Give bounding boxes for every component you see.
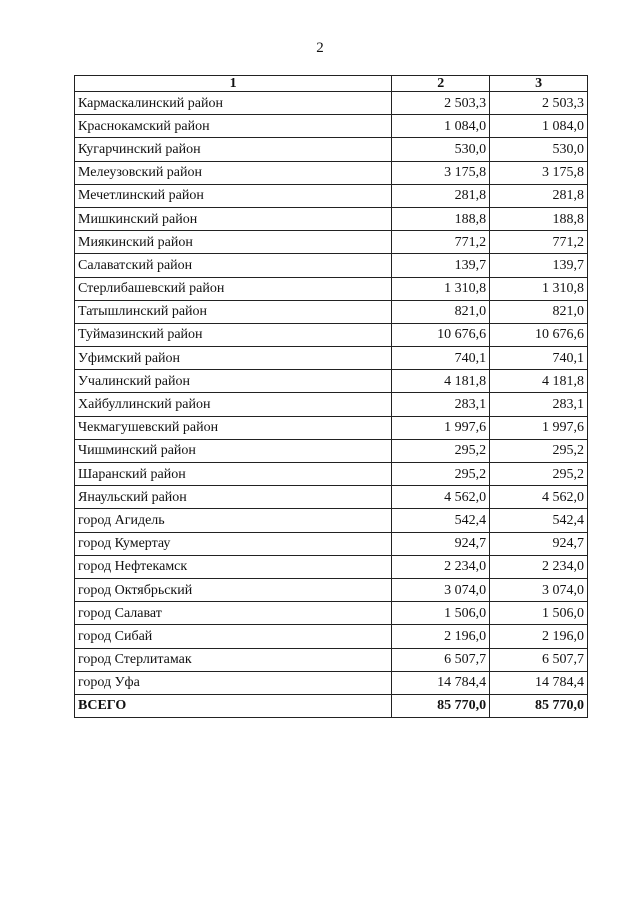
table-row bbox=[75, 300, 588, 323]
municipality-name: город Салават bbox=[75, 602, 392, 625]
table-row bbox=[75, 486, 588, 509]
amount-column-3: 1 997,6 bbox=[490, 416, 588, 439]
table-row bbox=[75, 161, 588, 184]
table-row bbox=[75, 578, 588, 601]
amount-column-2: 2 196,0 bbox=[392, 625, 490, 648]
municipality-name: Уфимский район bbox=[75, 347, 392, 370]
amount-column-2: 1 084,0 bbox=[392, 115, 490, 138]
amount-column-3: 281,8 bbox=[490, 184, 588, 207]
amount-column-3: 295,2 bbox=[490, 439, 588, 462]
municipality-name: город Агидель bbox=[75, 509, 392, 532]
municipality-name: город Уфа bbox=[75, 671, 392, 694]
amount-column-2: 1 506,0 bbox=[392, 602, 490, 625]
amount-column-2: 530,0 bbox=[392, 138, 490, 161]
amount-column-3: 2 234,0 bbox=[490, 555, 588, 578]
municipality-name: Кармаскалинский район bbox=[75, 92, 392, 115]
amount-column-3: 740,1 bbox=[490, 347, 588, 370]
table-row bbox=[75, 463, 588, 486]
table-row bbox=[75, 532, 588, 555]
amount-column-2: 740,1 bbox=[392, 347, 490, 370]
amount-column-2: 2 234,0 bbox=[392, 555, 490, 578]
municipality-name: город Стерлитамак bbox=[75, 648, 392, 671]
table-row bbox=[75, 347, 588, 370]
amount-column-3: 530,0 bbox=[490, 138, 588, 161]
amount-column-3: 1 310,8 bbox=[490, 277, 588, 300]
amount-column-3: 771,2 bbox=[490, 231, 588, 254]
table-row bbox=[75, 323, 588, 346]
total-amount-column-3: 85 770,0 bbox=[490, 694, 588, 717]
amount-column-2: 3 074,0 bbox=[392, 578, 490, 601]
amount-column-2: 139,7 bbox=[392, 254, 490, 277]
amount-column-3: 924,7 bbox=[490, 532, 588, 555]
amount-column-3: 283,1 bbox=[490, 393, 588, 416]
amount-column-2: 4 181,8 bbox=[392, 370, 490, 393]
table-row bbox=[75, 648, 588, 671]
municipality-name: Чишминский район bbox=[75, 439, 392, 462]
amount-column-3: 139,7 bbox=[490, 254, 588, 277]
municipality-name: Миякинский район bbox=[75, 231, 392, 254]
amount-column-2: 821,0 bbox=[392, 300, 490, 323]
amount-column-2: 295,2 bbox=[392, 463, 490, 486]
municipality-name: Мелеузовский район bbox=[75, 161, 392, 184]
municipality-name: Туймазинский район bbox=[75, 323, 392, 346]
amount-column-2: 2 503,3 bbox=[392, 92, 490, 115]
amount-column-3: 4 562,0 bbox=[490, 486, 588, 509]
column-header-3: 3 bbox=[490, 76, 588, 92]
amount-column-3: 821,0 bbox=[490, 300, 588, 323]
amount-column-2: 295,2 bbox=[392, 439, 490, 462]
column-header-2: 2 bbox=[392, 76, 490, 92]
amount-column-2: 188,8 bbox=[392, 207, 490, 230]
amount-column-2: 10 676,6 bbox=[392, 323, 490, 346]
municipality-name: город Нефтекамск bbox=[75, 555, 392, 578]
amount-column-3: 4 181,8 bbox=[490, 370, 588, 393]
table-row bbox=[75, 393, 588, 416]
municipality-name: Кугарчинский район bbox=[75, 138, 392, 161]
amount-column-3: 3 074,0 bbox=[490, 578, 588, 601]
table-row bbox=[75, 184, 588, 207]
amount-column-2: 14 784,4 bbox=[392, 671, 490, 694]
amount-column-2: 771,2 bbox=[392, 231, 490, 254]
amount-column-2: 6 507,7 bbox=[392, 648, 490, 671]
table-row bbox=[75, 625, 588, 648]
table-row bbox=[75, 115, 588, 138]
municipality-name: Краснокамский район bbox=[75, 115, 392, 138]
table-row bbox=[75, 439, 588, 462]
amount-column-2: 924,7 bbox=[392, 532, 490, 555]
total-amount-column-2: 85 770,0 bbox=[392, 694, 490, 717]
amount-column-3: 10 676,6 bbox=[490, 323, 588, 346]
municipality-name: Хайбуллинский район bbox=[75, 393, 392, 416]
amount-column-3: 6 507,7 bbox=[490, 648, 588, 671]
table-header-row bbox=[75, 76, 588, 92]
table-row bbox=[75, 92, 588, 115]
amount-column-2: 542,4 bbox=[392, 509, 490, 532]
column-header-1: 1 bbox=[75, 76, 392, 92]
municipality-name: Салаватский район bbox=[75, 254, 392, 277]
municipality-name: Стерлибашевский район bbox=[75, 277, 392, 300]
total-row bbox=[75, 694, 588, 717]
amount-column-2: 283,1 bbox=[392, 393, 490, 416]
amount-column-2: 1 997,6 bbox=[392, 416, 490, 439]
table-row bbox=[75, 555, 588, 578]
table-row bbox=[75, 231, 588, 254]
table-row bbox=[75, 370, 588, 393]
amount-column-2: 4 562,0 bbox=[392, 486, 490, 509]
amount-column-3: 542,4 bbox=[490, 509, 588, 532]
page-number: 2 bbox=[316, 40, 324, 56]
municipality-name: Янаульский район bbox=[75, 486, 392, 509]
amount-column-3: 295,2 bbox=[490, 463, 588, 486]
municipality-name: Шаранский район bbox=[75, 463, 392, 486]
amount-column-3: 2 503,3 bbox=[490, 92, 588, 115]
municipality-name: город Октябрьский bbox=[75, 578, 392, 601]
total-label: ВСЕГО bbox=[75, 694, 392, 717]
amount-column-2: 3 175,8 bbox=[392, 161, 490, 184]
amount-column-3: 188,8 bbox=[490, 207, 588, 230]
amount-column-2: 281,8 bbox=[392, 184, 490, 207]
municipality-name: город Сибай bbox=[75, 625, 392, 648]
municipality-name: Мечетлинский район bbox=[75, 184, 392, 207]
amount-column-2: 1 310,8 bbox=[392, 277, 490, 300]
table-body bbox=[75, 92, 588, 718]
table-row bbox=[75, 254, 588, 277]
table-row bbox=[75, 509, 588, 532]
table-row bbox=[75, 138, 588, 161]
table-row bbox=[75, 416, 588, 439]
amount-column-3: 14 784,4 bbox=[490, 671, 588, 694]
municipality-name: Учалинский район bbox=[75, 370, 392, 393]
municipality-name: Мишкинский район bbox=[75, 207, 392, 230]
municipality-name: Чекмагушевский район bbox=[75, 416, 392, 439]
table-row bbox=[75, 277, 588, 300]
amount-column-3: 2 196,0 bbox=[490, 625, 588, 648]
amount-column-3: 1 084,0 bbox=[490, 115, 588, 138]
table-row bbox=[75, 602, 588, 625]
table-row bbox=[75, 671, 588, 694]
municipality-name: город Кумертау bbox=[75, 532, 392, 555]
amount-column-3: 1 506,0 bbox=[490, 602, 588, 625]
allocation-table bbox=[74, 75, 588, 718]
amount-column-3: 3 175,8 bbox=[490, 161, 588, 184]
municipality-name: Татышлинский район bbox=[75, 300, 392, 323]
table-row bbox=[75, 207, 588, 230]
